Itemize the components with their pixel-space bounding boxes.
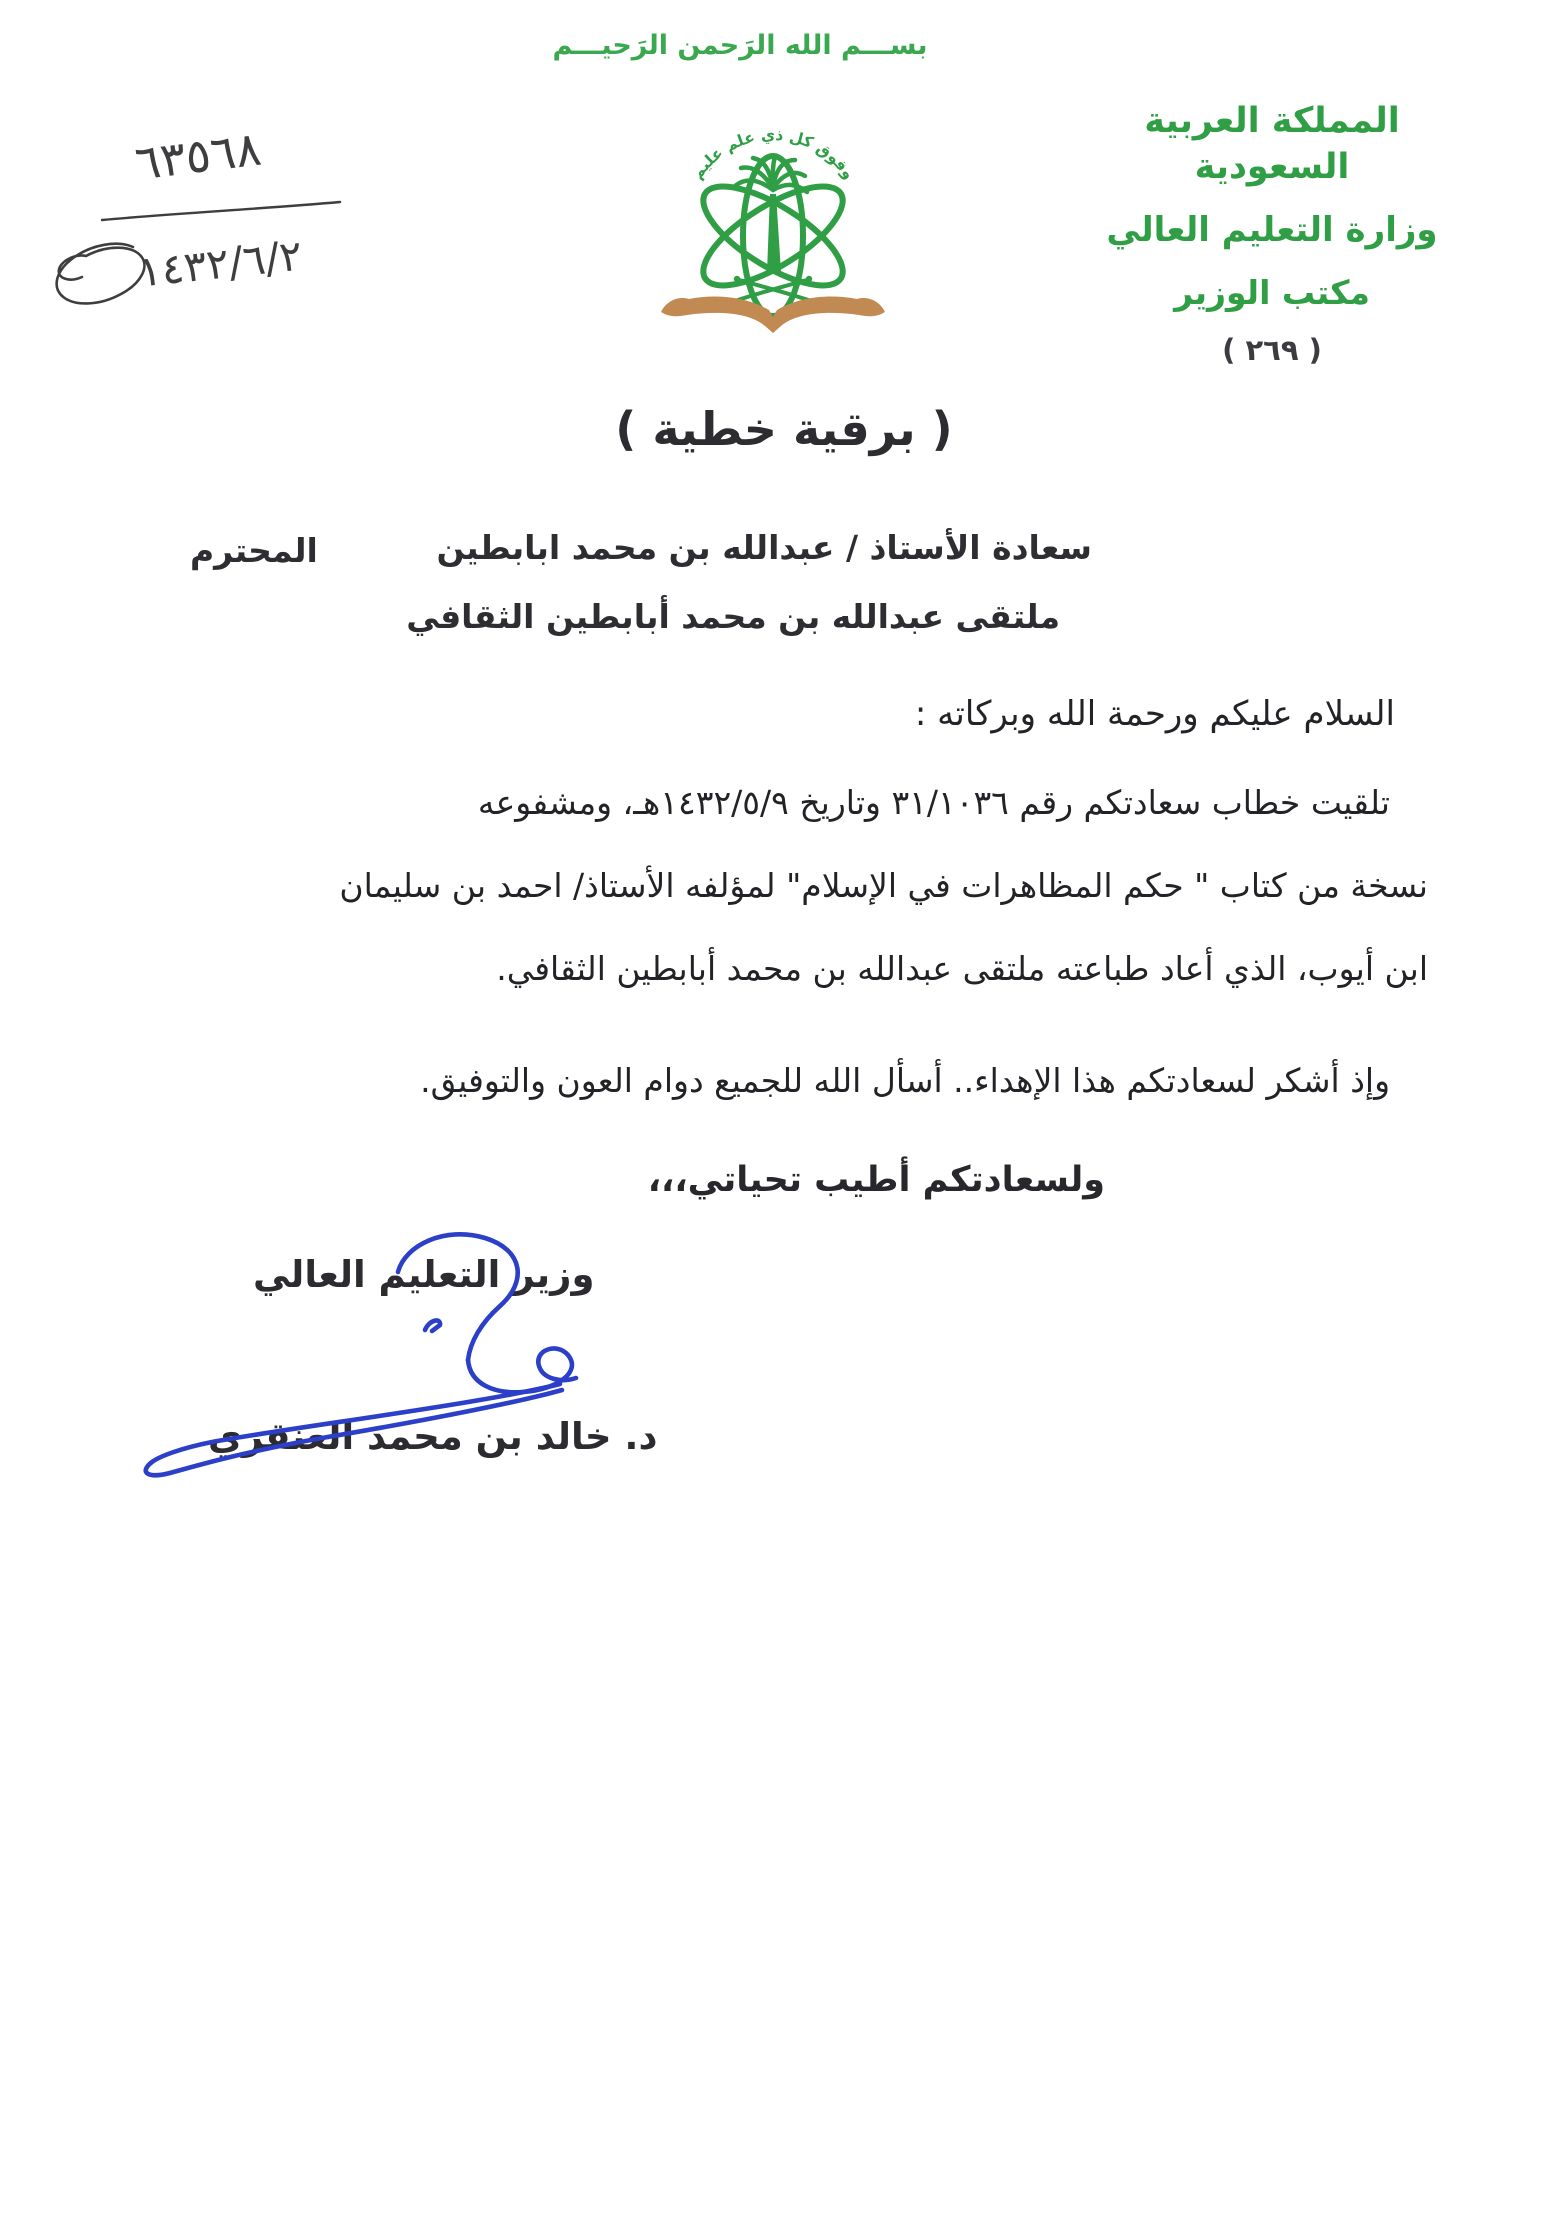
letterhead-ministry: وزارة التعليم العالي	[1106, 210, 1438, 250]
letter-title: ( برقية خطية )	[615, 402, 953, 456]
body-paragraph1-line1: تلقيت خطاب سعادتكم رقم ٣١/١٠٣٦ وتاريخ ١٤٣٢/٥/٩هـ، ومشفوعه	[477, 783, 1390, 822]
minister-name: د. خالد بن محمد العنقري	[208, 1415, 658, 1458]
body-paragraph2: وإذ أشكر لسعادتكم هذا الإهداء.. أسأل الله للجميع دوام العون والتوفيق.	[420, 1061, 1390, 1100]
greeting-line: السلام عليكم ورحمة الله وبركاته :	[914, 694, 1395, 734]
handwritten-date: ١٤٣٢/٦/٢	[136, 230, 305, 297]
closing-line: ولسعادتكم أطيب تحياتي،،،	[647, 1160, 1105, 1200]
minister-title: وزير التعليم العالي	[253, 1253, 595, 1296]
letterhead-office: مكتب الوزير	[1174, 273, 1370, 312]
recipient-organization: ملتقى عبدالله بن محمد أبابطين الثقافي	[406, 597, 1060, 636]
ministry-emblem-svg	[645, 84, 901, 346]
body-paragraph1-line3: ابن أيوب، الذي أعاد طباعته ملتقى عبدالله بن محمد أبابطين الثقافي.	[496, 949, 1428, 988]
recipient-line1: سعادة الأستاذ / عبدالله بن محمد ابابطين	[436, 528, 1092, 567]
logo-motto-arc: وفوق كل ذي علم عليم	[688, 125, 858, 183]
letterhead-country: المملكة العربية السعودية	[1144, 101, 1400, 187]
body-paragraph1-line2: نسخة من كتاب " حكم المظاهرات في الإسلام" لمؤلفه الأستاذ/ احمد بن سليمان	[339, 866, 1428, 905]
ministry-emblem	[645, 84, 901, 346]
handwritten-spiral	[57, 244, 145, 304]
recipient-honorific: المحترم	[190, 531, 318, 570]
letterhead-number: ( ٢٦٩ )	[1222, 333, 1322, 367]
handwritten-reference-number: ٦٣٥٦٨	[132, 121, 265, 192]
basmala-text: بســـم الله الرَحمن الرَحيـــم	[552, 30, 928, 61]
letterhead	[1072, 98, 1472, 367]
handwritten-underline	[102, 202, 340, 220]
